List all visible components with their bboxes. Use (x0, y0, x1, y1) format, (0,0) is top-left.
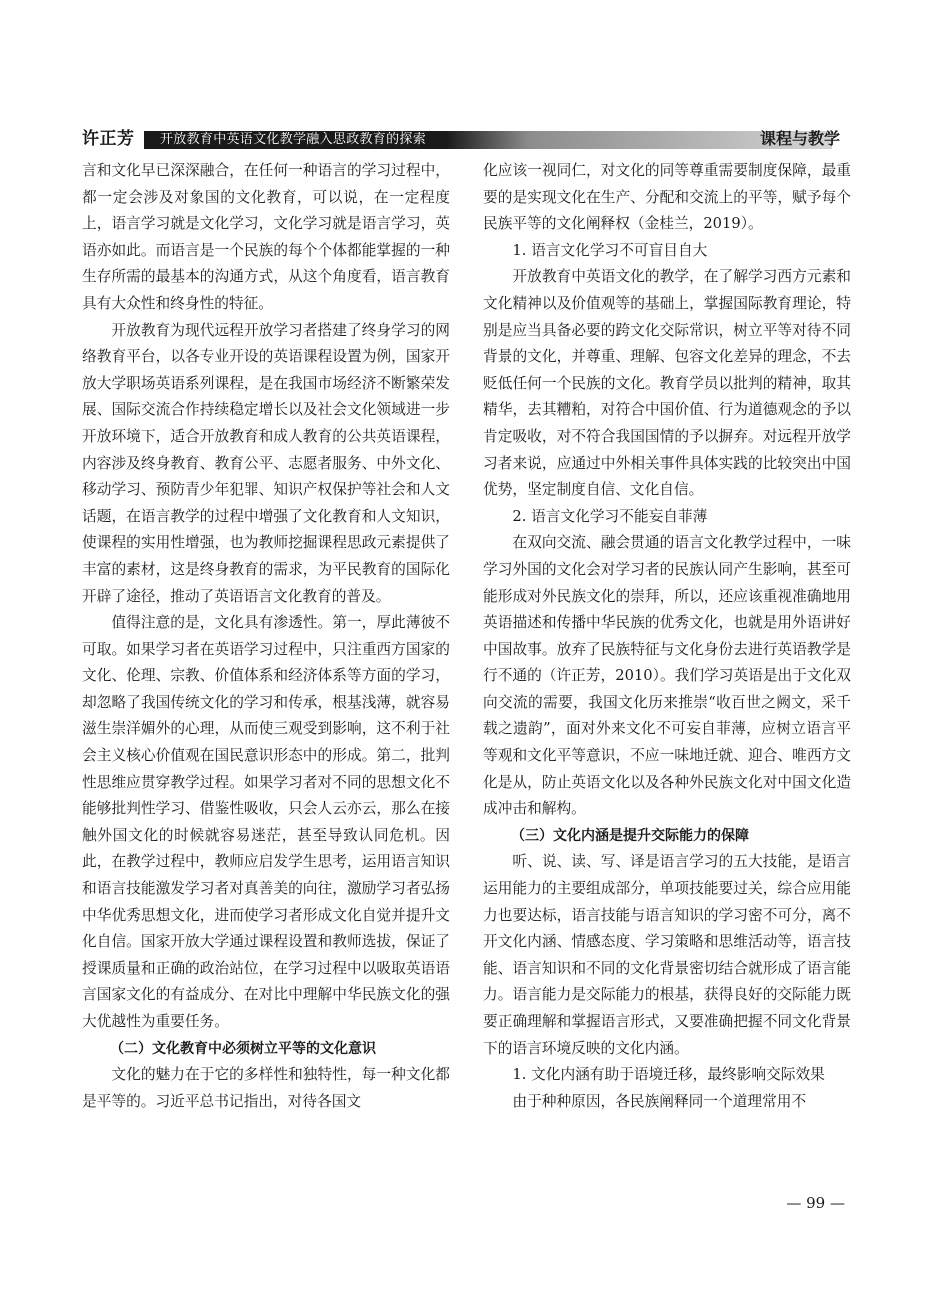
subsection-heading: 1. 语言文化学习不可盲目自大 (512, 241, 708, 259)
paragraph: 文化的魅力在于它的多样性和独特性，每一种文化都是平等的。习近平总书记指出，对待各国文 (82, 1066, 450, 1110)
section-heading: （三）文化内涵是提升交际能力的保障 (511, 827, 749, 844)
right-column (483, 158, 851, 1115)
subsection-heading: 1. 文化内涵有助于语境迁移，最终影响交际效果 (512, 1066, 825, 1084)
section-heading: （二）文化教育中必须树立平等的文化意识 (110, 1040, 376, 1057)
header-journal-section: 课程与教学 (759, 129, 840, 148)
left-column (82, 158, 450, 1115)
running-header (82, 127, 872, 153)
paragraph: 言和文化早已深深融合，在任何一种语言的学习过程中，都一定会涉及对象国的文化教育，可以说，在一定程度上，语言学习就是文化学习，文化学习就是语言学习，英语亦如此。而语言是一个民族的每个个体都能掌握的一种生存所需的最基本的沟通方式，从这个角度看，语言教育具有大众性和终身性的特征。 (82, 162, 450, 312)
paragraph: 在双向交流、融会贯通的语言文化教学过程中，一味学习外国的文化会对学习者的民族认同产生影响，甚至可能形成对外民族文化的崇拜，所以，还应该重视准确地用英语描述和传播中华民族的优秀文化，也就是用外语讲好中国故事。放弃了民族特征与文化身份去进行英语教学是行不通的（许正芳，2010）。我们学习英语是出于文化双向交流的需要，我国文化历来推崇“收百世之阙文，采千载之遗韵”，面对外来文化不可妄自菲薄，应树立语言平等观和文化平等意识，不应一味地迁就、迎合、唯西方文化是从，防止英语文化以及各种外民族文化对中国文化造成冲击和解构。 (483, 534, 851, 818)
header-author: 许正芳 (82, 129, 135, 149)
paragraph: 听、说、读、写、译是语言学习的五大技能，是语言运用能力的主要组成部分，单项技能要过关，综合应用能力也要达标，语言技能与语言知识的学习密不可分，离不开文化内涵、情感态度、学习策略和思维活动等，语言技能、语言知识和不同的文化背景密切结合就形成了语言能力。语言能力是交际能力的根基，获得良好的交际能力既要正确理解和掌握语言形式，又要准确把握不同文化背景下的语言环境反映的文化内涵。 (483, 853, 851, 1057)
paragraph: 开放教育为现代远程开放学习者搭建了终身学习的网络教育平台，以各专业开设的英语课程设置为例，国家开放大学职场英语系列课程，是在我国市场经济不断繁荣发展、国际交流合作持续稳定增长以及社会文化领域进一步开放环境下，适合开放教育和成人教育的公共英语课程，内容涉及终身教育、教育公平、志愿者服务、中外文化、移动学习、预防青少年犯罪、知识产权保护等社会和人文话题，在语言教学的过程中增强了文化教育和人文知识，使课程的实用性增强，也为教师挖掘课程思政元素提供了丰富的素材，这是终身教育的需求，为平民教育的国际化开辟了途径，推动了英语语言文化教育的普及。 (82, 321, 450, 605)
page-number: — 99 — (786, 1194, 845, 1212)
subsection-heading: 2. 语言文化学习不能妄自菲薄 (512, 507, 708, 525)
paragraph: 开放教育中英语文化的教学，在了解学习西方元素和文化精神以及价值观等的基础上，掌握国际教育理论，特别是应当具备必要的跨文化交际常识，树立平等对待不同背景的文化，并尊重、理解、包容文化差异的理念，不去贬低任何一个民族的文化。教育学员以批判的精神，取其精华，去其糟粕，对符合中国价值、行为道德观念的予以肯定吸收，对不符合我国国情的予以摒弃。对远程开放学习者来说，应通过中外相关事件具体实践的比较突出中国优势，坚定制度自信、文化自信。 (483, 268, 851, 499)
header-article-title: 开放教育中英语文化教学融入思政教育的探索 (160, 132, 427, 147)
paragraph: 化应该一视同仁，对文化的同等尊重需要制度保障，最重要的是实现文化在生产、分配和交流上的平等，赋予每个民族平等的文化阐释权（金桂兰，2019）。 (483, 162, 851, 233)
paragraph: 由于种种原因，各民族阐释同一个道理常用不 (512, 1092, 807, 1110)
paragraph: 值得注意的是，文化具有渗透性。第一，厚此薄彼不可取。如果学习者在英语学习过程中，只注重西方国家的文化、伦理、宗教、价值体系和经济体系等方面的学习，却忽略了我国传统文化的学习和传承，根基浅薄，就容易滋生崇洋媚外的心理，从而使三观受到影响，这不利于社会主义核心价值观在国民意识形态中的形成。第二，批判性思维应贯穿教学过程。如果学习者对不同的思想文化不能够批判性学习、借鉴性吸收，只会人云亦云，那么在接触外国文化的时候就容易迷茫，甚至导致认同危机。因此，在教学过程中，教师应启发学生思考，运用语言知识和语言技能激发学习者对真善美的向往，激励学习者弘扬中华优秀思想文化，进而使学习者形成文化自觉并提升文化自信。国家开放大学通过课程设置和教师选拔，保证了授课质量和正确的政治站位，在学习过程中以吸取英语语言国家文化的有益成分、在对比中理解中华民族文化的强大优越性为重要任务。 (82, 614, 450, 1030)
